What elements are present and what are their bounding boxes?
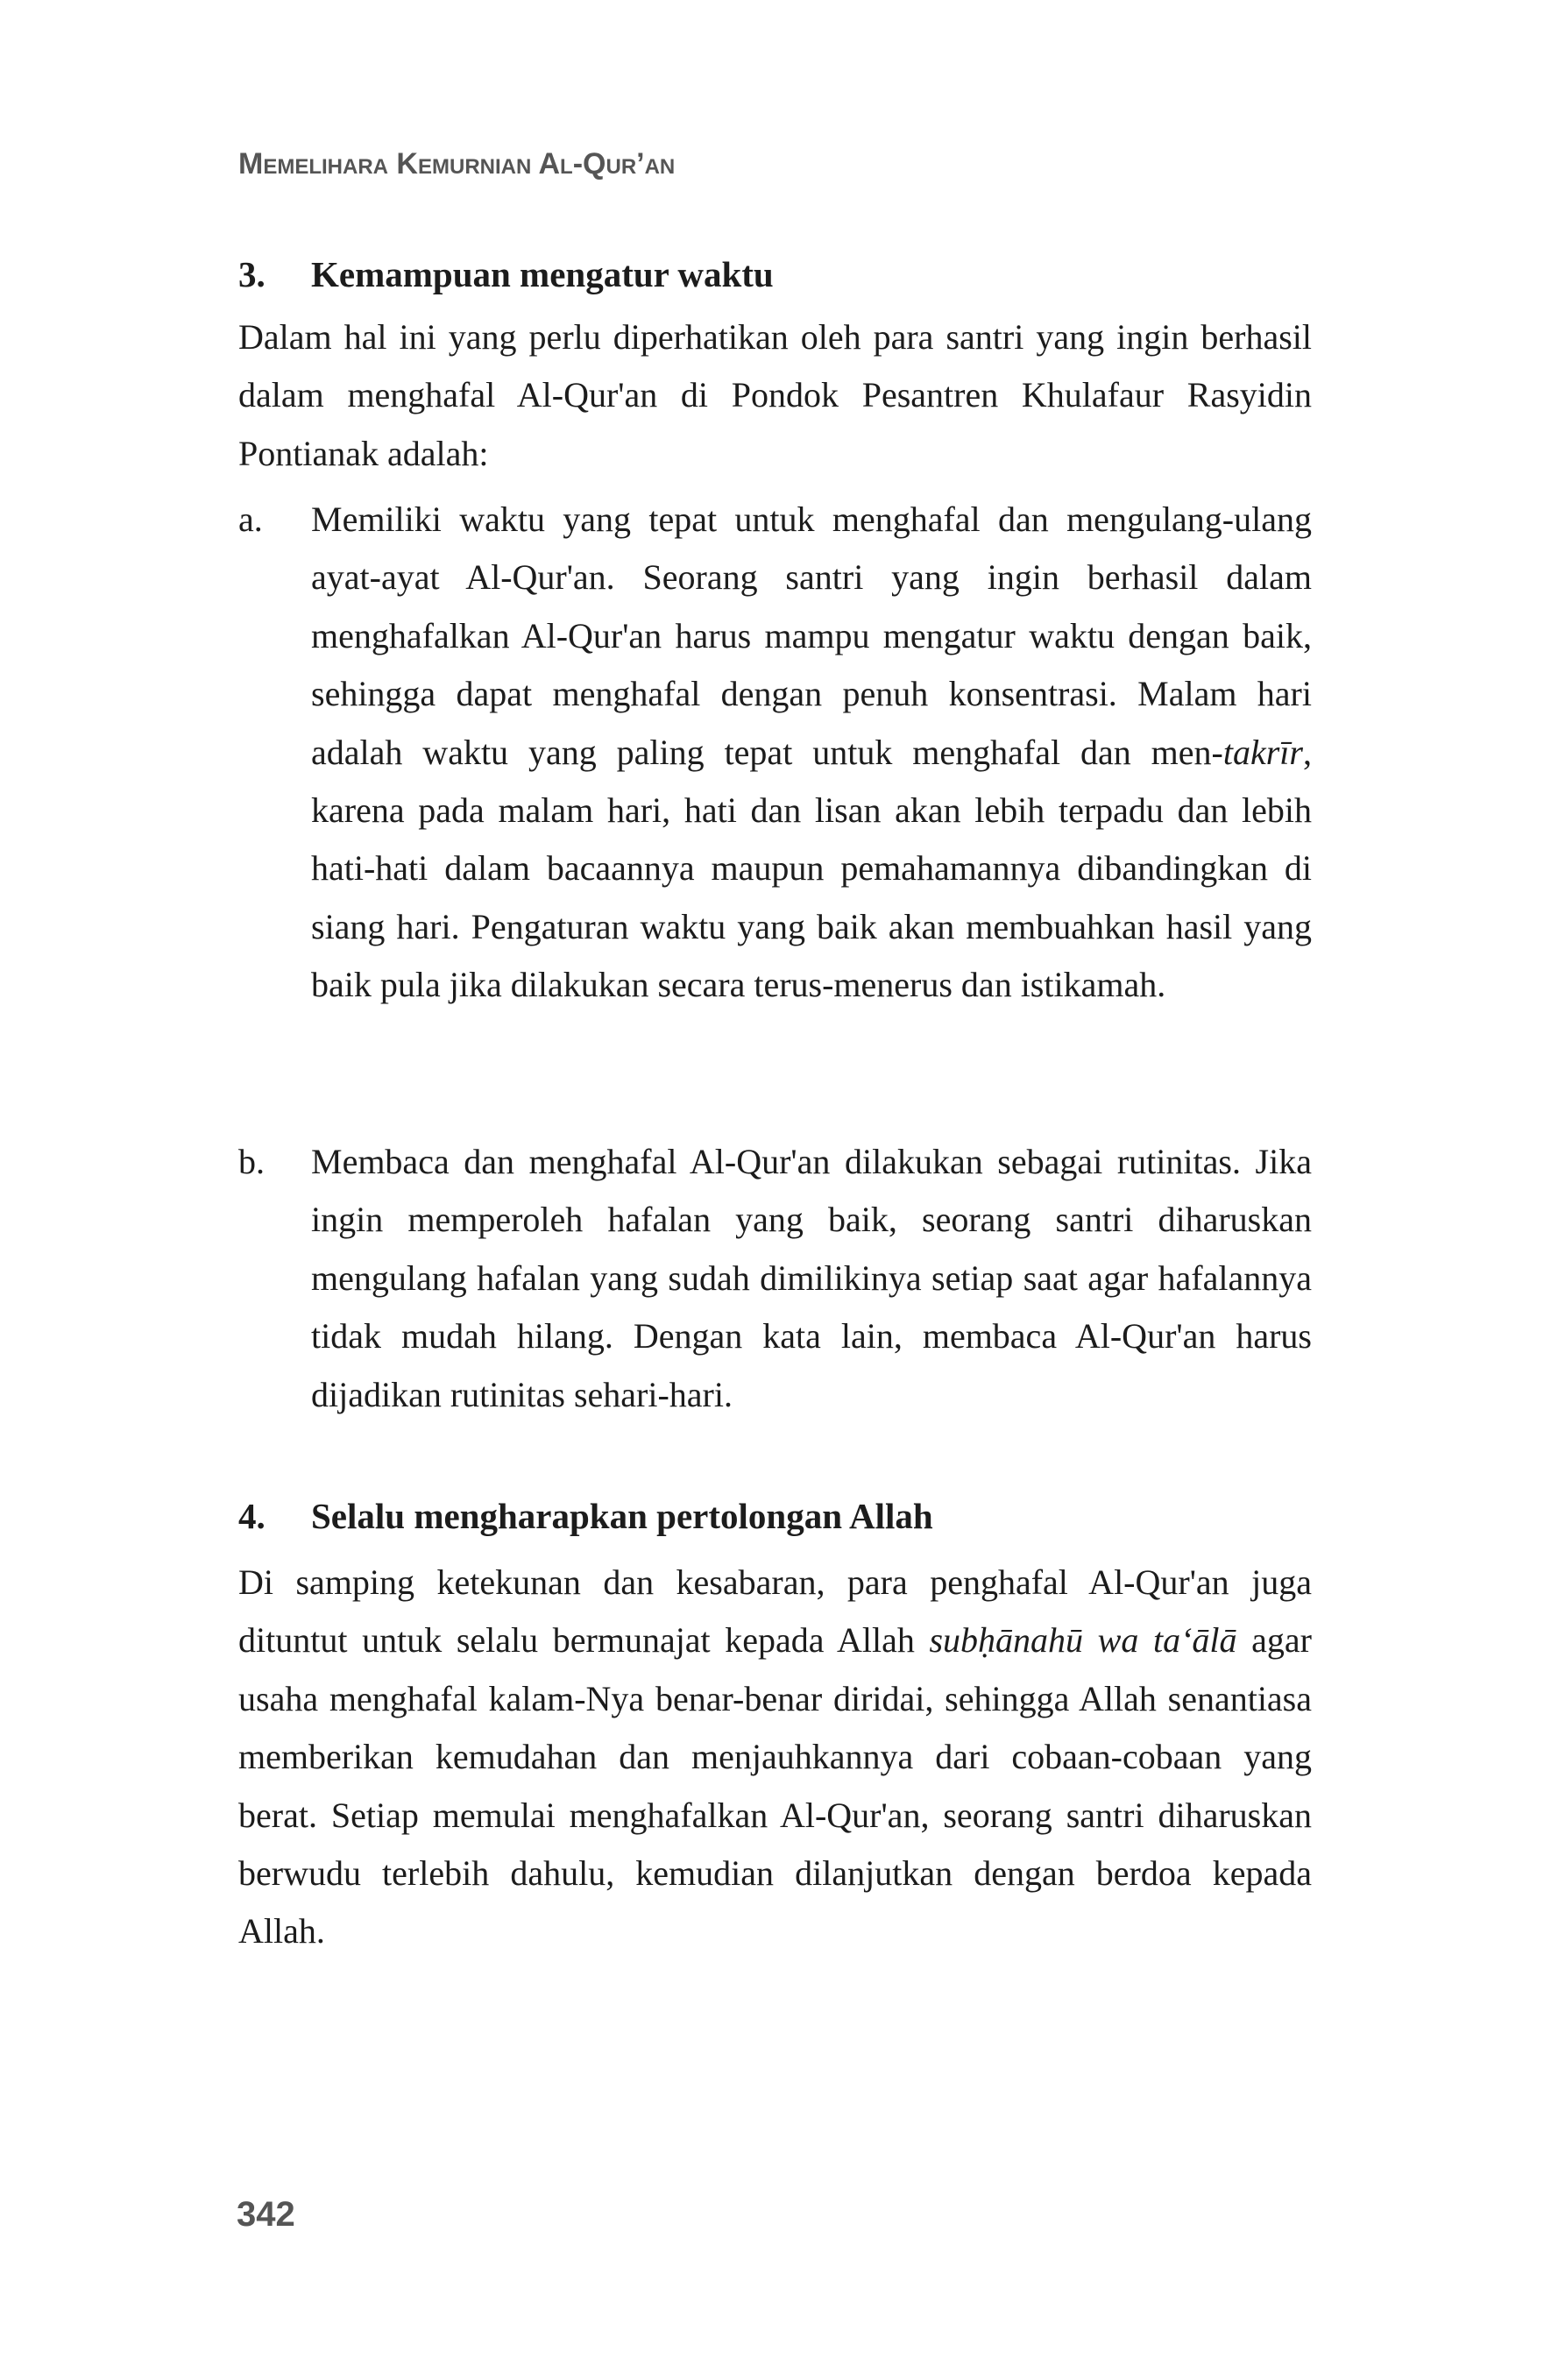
text-run: Memiliki waktu yang tepat untuk menghafal dan mengulang-ulang ayat-ayat Al-Qur'an. Seorang santri yang ingin berhasil dalam menghafalkan Al-Qur'an harus mampu mengatur waktu dengan baik, sehingga dapat menghafal dengan penuh konsentrasi. Malam hari adalah waktu yang paling tepat untuk menghafal dan men-: [311, 499, 1312, 772]
section-title: Kemampuan mengatur waktu: [311, 254, 774, 294]
text-run: agar usaha menghafal kalam-Nya benar-benar diridai, sehingga Allah senantiasa memberikan kemudahan dan menjauhkannya dari cobaan-cobaan yang berat. Setiap memulai menghafalkan Al-Qur'an, seorang santri diharuskan berwudu terlebih dahulu, kemudian dilanjutkan dengan berdoa kepada Allah.: [238, 1620, 1313, 1951]
text-run: , karena pada malam hari, hati dan lisan akan lebih terpadu dan lebih hati-hati dalam bacaannya maupun pemahamannya dibandingkan di siang hari. Pengaturan waktu yang baik akan membuahkan hasil yang baik pula jika dilakukan secara terus-menerus dan istikamah.: [311, 732, 1312, 1005]
italic-term: subḥānahū wa ta‘ālā: [929, 1620, 1237, 1661]
list-item-b: [238, 1133, 1312, 1424]
section-number: 4.: [238, 1496, 266, 1536]
section-3-intro: Dalam hal ini yang perlu diperhatikan oleh para santri yang ingin berhasil dalam menghafal Al-Qur'an di Pondok Pesantren Khulafaur Rasyidin Pontianak adalah:: [238, 317, 1312, 473]
list-item-a: [238, 491, 1312, 1015]
list-text: Membaca dan menghafal Al-Qur'an dilakukan sebagai rutinitas. Jika ingin memperoleh hafalan yang baik, seorang santri diharuskan mengulang hafalan yang sudah dimilikinya setiap saat agar hafalannya tidak mudah hilang. Dengan kata lain, membaca Al-Qur'an harus dijadikan rutinitas sehari-hari.: [311, 1142, 1312, 1414]
section-4-paragraph: [238, 1554, 1312, 1961]
section-title: Selalu mengharapkan pertolongan Allah: [311, 1496, 933, 1536]
text-run: Di samping ketekunan dan kesabaran, para penghafal Al-Qur'an juga dituntut untuk selalu bermunajat kepada Allah: [238, 1562, 1312, 1661]
section-number: 3.: [238, 254, 266, 294]
list-label: a.: [238, 499, 263, 539]
running-head: Memelihara Kemurnian Al-Qur’an: [238, 147, 676, 181]
list-text: [311, 491, 1312, 1015]
section-3-heading: [238, 245, 774, 303]
italic-term: takrīr: [1222, 732, 1303, 772]
list-label: b.: [238, 1142, 265, 1181]
section-4-heading: [238, 1487, 933, 1545]
page-number: 342: [237, 2195, 295, 2234]
